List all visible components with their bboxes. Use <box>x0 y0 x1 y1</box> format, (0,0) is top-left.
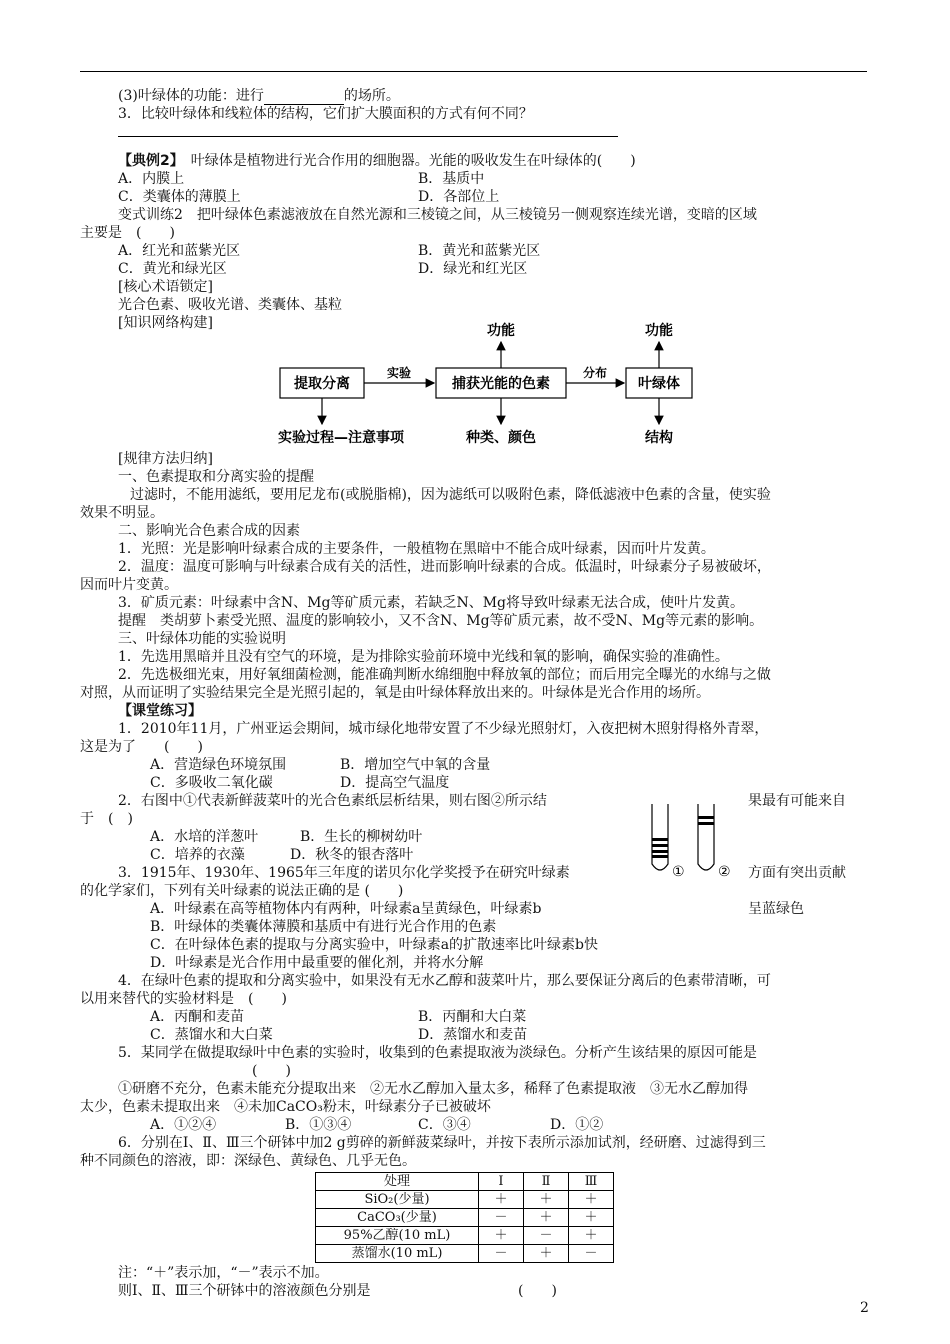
ex2-b: B．生长的柳树幼叶 <box>300 829 423 845</box>
rules-2-temp: 2．温度：温度可影响与叶绿素合成有关的活性，进而影响叶绿素的合成。低温时，叶绿素分子易被破坏， <box>118 559 771 575</box>
option-b: B．基质中 <box>418 171 485 187</box>
rules-2-temp-cont: 因而叶片变黄。 <box>80 577 178 593</box>
core-terms-heading: [核心术语锁定] <box>118 279 213 295</box>
knowledge-network-heading: [知识网络构建] <box>118 315 213 331</box>
ex1-b: B．增加空气中氧的含量 <box>340 757 491 773</box>
table-cell: － <box>479 1209 524 1227</box>
ex2-c: C．培养的衣藻 <box>150 847 245 863</box>
tube-2-label: ② <box>718 864 731 880</box>
table-header: Ⅱ <box>524 1173 569 1191</box>
ex3-b: B．叶绿体的类囊体薄膜和基质中有进行光合作用的色素 <box>150 919 497 935</box>
ex5-reasons-cont: 太少，色素未提取出来 ④未加CaCO₃粉末，叶绿素分子已被破坏 <box>80 1099 491 1115</box>
table-cell: 95%乙醇(10 mL) <box>316 1227 479 1245</box>
ex5-c: C．③④ <box>418 1117 471 1133</box>
ex6: 6．分别在Ⅰ、Ⅱ、Ⅲ三个研钵中加2 g剪碎的新鲜菠菜绿叶，并按下表所示添加试剂，经研磨、过滤得到三 <box>118 1135 766 1151</box>
arrow2-label: 分布 <box>582 366 608 380</box>
ex1-d: D．提高空气温度 <box>340 775 450 791</box>
chromatography-tubes-figure <box>640 802 740 884</box>
bottom3-label: 结构 <box>645 430 673 446</box>
rules-heading: [规律方法归纳] <box>118 451 213 467</box>
tube-1-label: ① <box>672 864 685 880</box>
ex5-a: A．①②④ <box>150 1117 217 1133</box>
ex2-a: A．水培的洋葱叶 <box>150 829 259 845</box>
table-header-row <box>316 1173 614 1191</box>
ex5-reasons: ①研磨不充分，色素未能充分提取出来 ②无水乙醇加入量太多，稀释了色素提取液 ③无水乙醇加得 <box>118 1081 748 1097</box>
arrow1-label: 实验 <box>386 366 412 380</box>
table-cell: SiO₂(少量) <box>316 1191 479 1209</box>
variant-option-d: D．绿光和红光区 <box>418 261 528 277</box>
page-number: 2 <box>860 1300 869 1316</box>
table-cell: ＋ <box>524 1245 569 1263</box>
ex4-cont: 以用来替代的实验材料是 ( ) <box>80 991 287 1007</box>
rules-2-reminder: 提醒 类胡萝卜素受光照、温度的影响较小，又不含N、Mg等矿质元素，故不受N、Mg等元素的影响。 <box>118 613 764 629</box>
ex3: 3．1915年、1930年、1965年三年度的诺贝尔化学奖授予在研究叶绿素 <box>118 865 570 881</box>
bottom1-label: 实验过程—注意事项 <box>278 430 404 446</box>
ex4-b: B．丙酮和大白菜 <box>418 1009 527 1025</box>
ex6-cont: 种不同颜色的溶液，即：深绿色、黄绿色、几乎无色。 <box>80 1153 416 1169</box>
option-c: C．类囊体的薄膜上 <box>118 189 241 205</box>
rules-3-item2: 2．先选极细光束，用好氧细菌检测，能准确判断水绵细胞中释放氧的部位；而后用完全曝光的水绵与之做 <box>118 667 771 683</box>
ex5-b: B．①③④ <box>285 1117 352 1133</box>
ex3-d: D．叶绿素是光合作用中最重要的催化剂，并将水分解 <box>150 955 484 971</box>
table-cell: ＋ <box>524 1191 569 1209</box>
variant-option-c: C．黄光和绿光区 <box>118 261 227 277</box>
rules-3-item1: 1．先选用黑暗并且没有空气的环境，是为排除实验前环境中光线和氧的影响，确保实验的准确性。 <box>118 649 729 665</box>
table-header: Ⅰ <box>479 1173 524 1191</box>
ex1-cont: 这是为了 ( ) <box>80 739 203 755</box>
table-cell: CaCO₃(少量) <box>316 1209 479 1227</box>
rules-1-title: 一、色素提取和分离实验的提醒 <box>118 469 314 485</box>
reagent-table <box>315 1172 614 1263</box>
header-rule <box>80 71 867 72</box>
ex3-right: 方面有突出贡献 <box>748 865 846 881</box>
answer-line <box>118 136 618 137</box>
class-practice-heading: 【课堂练习】 <box>118 703 202 719</box>
ex4: 4．在绿叶色素的提取和分离实验中，如果没有无水乙醇和菠菜叶片，那么要保证分离后的色素带清晰，可 <box>118 973 771 989</box>
top3-label: 功能 <box>645 323 673 339</box>
variant-option-a: A．红光和蓝紫光区 <box>118 243 241 259</box>
box3-label: 叶绿体 <box>638 376 680 392</box>
rules-3-item2-cont: 对照，从而证明了实验结果完全是光照引起的，氧是由叶绿体释放出来的。叶绿体是光合作用的场所。 <box>80 685 710 701</box>
table-cell: ＋ <box>569 1227 614 1245</box>
ex4-c: C．蒸馏水和大白菜 <box>150 1027 273 1043</box>
ex5-d: D．①② <box>550 1117 604 1133</box>
ex1-a: A．营造绿色环境氛围 <box>150 757 287 773</box>
ex6-question: 则Ⅰ、Ⅱ、Ⅲ三个研钵中的溶液颜色分别是 <box>118 1283 371 1299</box>
table-row <box>316 1209 614 1227</box>
ex2-cont: 于 ( ) <box>80 811 133 827</box>
table-note: 注：“＋”表示加，“－”表示不加。 <box>118 1265 329 1281</box>
top2-label: 功能 <box>487 323 515 339</box>
knowledge-network-diagram <box>270 318 710 453</box>
ex2: 2．右图中①代表新鲜菠菜叶的光合色素纸层析结果，则右图②所示结 <box>118 793 547 809</box>
table-header: 处理 <box>316 1173 479 1191</box>
ex6-paren: ( ) <box>518 1283 557 1299</box>
rules-2-mineral: 3．矿质元素：叶绿素中含N、Mg等矿质元素，若缺乏N、Mg将导致叶绿素无法合成，使叶片发黄。 <box>118 595 744 611</box>
variant-option-b: B．黄光和蓝紫光区 <box>418 243 541 259</box>
ex4-a: A．丙酮和麦苗 <box>150 1009 245 1025</box>
option-a: A．内膜上 <box>118 171 185 187</box>
rules-2-title: 二、影响光合色素合成的因素 <box>118 523 300 539</box>
table-cell: － <box>569 1245 614 1263</box>
table-cell: ＋ <box>524 1209 569 1227</box>
tube-1 <box>652 804 668 870</box>
table-cell: － <box>524 1227 569 1245</box>
ex2-d: D．秋冬的银杏落叶 <box>290 847 414 863</box>
bottom2-label: 种类、颜色 <box>466 430 536 446</box>
table-cell: － <box>479 1245 524 1263</box>
ex3-c: C．在叶绿体色素的提取与分离实验中，叶绿素a的扩散速率比叶绿素b快 <box>150 937 599 953</box>
rules-3-title: 三、叶绿体功能的实验说明 <box>118 631 286 647</box>
core-terms: 光合色素、吸收光谱、类囊体、基粒 <box>118 297 342 313</box>
ex3-cont: 的化学家们，下列有关叶绿素的说法正确的是 ( ) <box>80 883 404 899</box>
ex3-a: A．叶绿素在高等植物体内有两种，叶绿素a呈黄绿色，叶绿素b <box>150 901 542 917</box>
ex1: 1．2010年11月，广州亚运会期间，城市绿化地带安置了不少绿光照射灯，入夜把树木照射得格外青翠， <box>118 721 769 737</box>
box2-label: 捕获光能的色素 <box>452 376 550 392</box>
rules-1-text: 过滤时，不能用滤纸，要用尼龙布(或脱脂棉)，因为滤纸可以吸附色素，降低滤液中色素的含量，使实验 <box>130 487 771 503</box>
table-cell: ＋ <box>479 1191 524 1209</box>
tube-2 <box>698 804 714 870</box>
box1-label: 提取分离 <box>294 376 350 392</box>
table-row <box>316 1191 614 1209</box>
variant-2: 变式训练2 把叶绿体色素滤液放在自然光源和三棱镜之间，从三棱镜另一侧观察连续光谱，变暗的区域 <box>118 207 757 223</box>
ex2-right: 果最有可能来自 <box>748 793 846 809</box>
table-cell: ＋ <box>479 1227 524 1245</box>
line-chloroplast-function: (3)叶绿体的功能：进行 的场所。 <box>118 88 400 104</box>
rules-1-text-cont: 效果不明显。 <box>80 505 164 521</box>
ex5: 5．某同学在做提取绿叶中色素的实验时，收集到的色素提取液为淡绿色。分析产生该结果的原因可能是 <box>118 1045 757 1061</box>
table-header: Ⅲ <box>569 1173 614 1191</box>
table-row <box>316 1245 614 1263</box>
variant-2-cont: 主要是 ( ) <box>80 225 175 241</box>
rules-2-light: 1．光照：光是影响叶绿素合成的主要条件，一般植物在黑暗中不能合成叶绿素，因而叶片发黄。 <box>118 541 715 557</box>
table-cell: ＋ <box>569 1191 614 1209</box>
example-2: 【典例2】 叶绿体是植物进行光合作用的细胞器。光能的吸收发生在叶绿体的( ) <box>118 153 636 169</box>
table-row <box>316 1227 614 1245</box>
ex4-d: D．蒸馏水和麦苗 <box>418 1027 528 1043</box>
question-3: 3．比较叶绿体和线粒体的结构，它们扩大膜面积的方式有何不同？ <box>118 106 533 122</box>
ex1-c: C．多吸收二氧化碳 <box>150 775 273 791</box>
table-cell: 蒸馏水(10 mL) <box>316 1245 479 1263</box>
ex3-a-right: 呈蓝绿色 <box>748 901 804 917</box>
ex5-paren: ( ) <box>252 1063 291 1079</box>
option-d: D．各部位上 <box>418 189 500 205</box>
table-cell: ＋ <box>569 1209 614 1227</box>
